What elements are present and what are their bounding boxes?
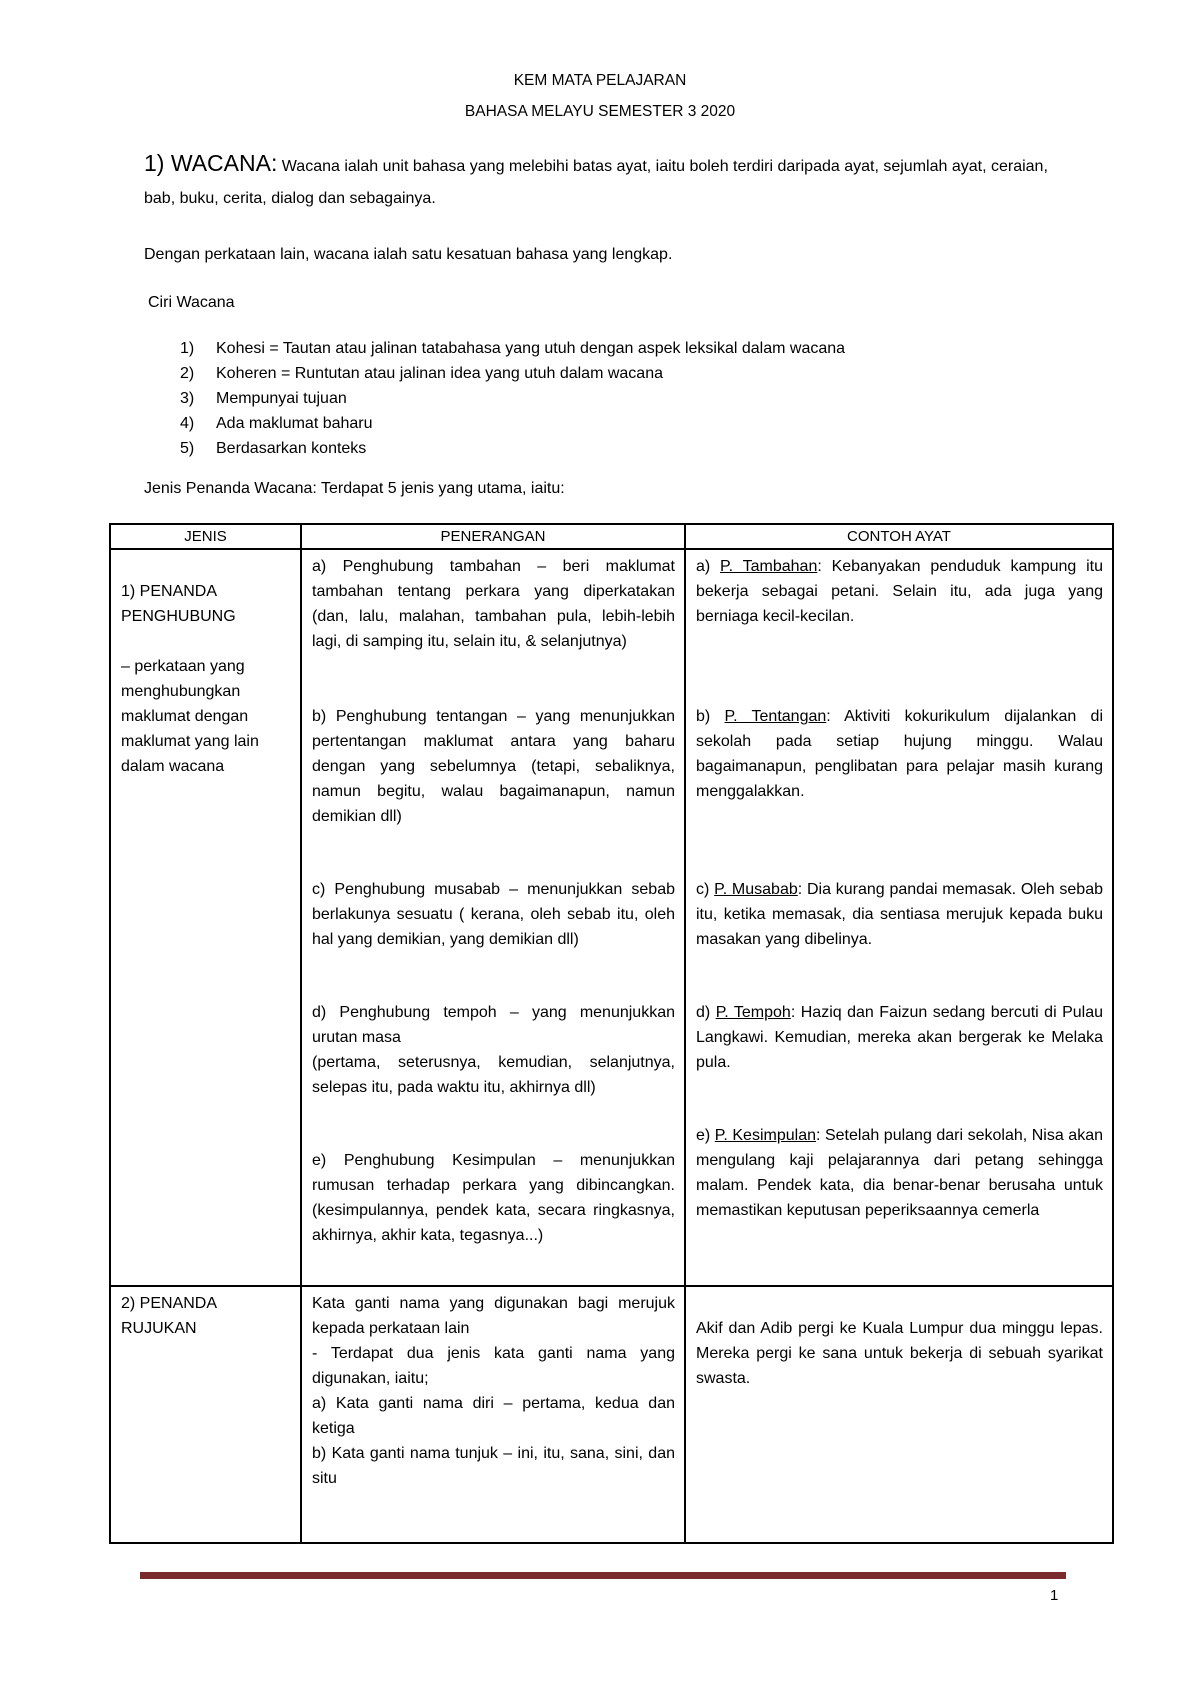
table-row (110, 1286, 1113, 1543)
list-number: 2) (180, 365, 195, 382)
heading-colon: : (270, 150, 278, 176)
jenis-description: – perkataan yang menghubungkan maklumat dengan maklumat yang lain dalam wacana (121, 658, 259, 775)
page-number: 1 (1050, 1587, 1059, 1604)
penerangan-line: a) Kata ganti nama diri – pertama, kedua dan ketiga (312, 1395, 675, 1437)
contoh-a-label: P. Tambahan (720, 558, 818, 575)
contoh-d-text: : Haziq dan Faizun sedang bercuti di Pulau Langkawi. Kemudian, mereka akan bergerak ke Melaka pula. (696, 1004, 1104, 1071)
contoh-cell (685, 549, 1113, 1286)
contoh-a-prefix: a) (696, 558, 721, 575)
list-number: 1) (180, 340, 195, 357)
penerangan-a: a) Penghubung tambahan – beri maklumat tambahan tentang perkara yang diperkatakan (dan, lalu, malahan, tambahan pula, lebih-lebih lagi, di samping itu, selain itu, & selanjutnya) (312, 558, 675, 650)
ciri-title: Ciri Wacana (148, 294, 235, 311)
column-header-contoh: CONTOH AYAT (685, 524, 1113, 549)
jenis-title: 2) PENANDA RUJUKAN (121, 1295, 217, 1337)
intro-paragraph (144, 147, 1079, 215)
table-header-row (110, 524, 1113, 549)
contoh-cell (685, 1286, 1113, 1543)
contoh-b-text: : Aktiviti kokurikulum dijalankan di sekolah pada setiap hujung minggu. Walau bagaimanapun, penglibatan para pelajar masih kurang menggalakkan. (696, 708, 1104, 800)
contoh-a-text: : Kebanyakan penduduk kampung itu bekerja sebagai petani. Selain itu, ada juga yang berniaga kecil-kecilan. (696, 558, 1103, 625)
contoh-d (696, 1000, 1103, 1123)
contoh-d-label: P. Tempoh (715, 1004, 791, 1021)
penerangan-d-examples: (pertama, seterusnya, kemudian, selanjutnya, selepas itu, pada waktu itu, akhirnya dll) (312, 1054, 675, 1096)
jenis-cell (110, 549, 301, 1286)
contoh-c-label: P. Musabab (714, 881, 798, 898)
section-heading: 1) WACANA (144, 150, 271, 176)
list-number: 3) (180, 390, 195, 407)
list-text: Berdasarkan konteks (216, 440, 367, 457)
penerangan-line: Kata ganti nama yang digunakan bagi merujuk kepada perkataan lain (312, 1295, 675, 1337)
contoh-a (696, 554, 1103, 704)
header-title-line2: BAHASA MELAYU SEMESTER 3 2020 (464, 103, 736, 120)
footer-bar (140, 1572, 1066, 1579)
penerangan-cell (301, 1286, 685, 1543)
penanda-wacana-table (109, 523, 1114, 1544)
penerangan-d (312, 1000, 675, 1148)
header-title-line1: KEM MATA PELAJARAN (513, 72, 687, 89)
contoh-e-text: : Setelah pulang dari sekolah, Nisa akan mengulang kaji pelajarannya dari petang sehingga malam. Pendek kata, dia benar-benar berusaha untuk memastikan keputusan peperiksaannya cemerla (696, 1127, 1103, 1219)
list-text: Kohesi = Tautan atau jalinan tatabahasa yang utuh dengan aspek leksikal dalam wacana (216, 340, 846, 357)
contoh-e-label: P. Kesimpulan (714, 1127, 816, 1144)
contoh-e (696, 1123, 1103, 1223)
penerangan-cell (301, 549, 685, 1286)
jenis-cell (110, 1286, 301, 1543)
contoh-b (696, 704, 1103, 877)
penerangan-line: - Terdapat dua jenis kata ganti nama yang digunakan, iaitu; (312, 1345, 675, 1387)
contoh-b-prefix: b) (696, 708, 725, 725)
contoh-b-label: P. Tentangan (724, 708, 827, 725)
contoh-c-text: : Dia kurang pandai memasak. Oleh sebab itu, ketika memasak, dia sentiasa merujuk kepada buku masakan yang dibelinya. (696, 881, 1104, 948)
column-header-jenis: JENIS (110, 524, 301, 549)
penerangan-b: b) Penghubung tentangan – yang menunjukkan pertentangan maklumat antara yang baharu dengan yang sebelumnya (tetapi, sebaliknya, namun begitu, walau bagaimanapun, namun demikian dll) (312, 708, 675, 825)
contoh-c (696, 877, 1103, 1000)
jenis-intro: Jenis Penanda Wacana: Terdapat 5 jenis yang utama, iaitu: (144, 480, 565, 497)
penerangan-c: c) Penghubung musabab – menunjukkan sebab berlakunya sesuatu ( kerana, oleh sebab itu, oleh hal yang demikian, yang demikian dll) (312, 881, 675, 948)
list-number: 4) (180, 415, 195, 432)
list-text: Ada maklumat baharu (216, 415, 373, 432)
penerangan-e: e) Penghubung Kesimpulan – menunjukkan rumusan terhadap perkara yang dibincangkan. (kesimpulannya, pendek kata, secara ringkasnya, akhirnya, akhir kata, tegasnya...) (312, 1152, 675, 1244)
intro-text: Wacana ialah unit bahasa yang melebihi batas ayat, iaitu boleh terdiri daripada ayat, sejumlah ayat, ceraian, bab, buku, cerita, dialog dan sebagainya. (144, 158, 1048, 207)
summary-text: Dengan perkataan lain, wacana ialah satu kesatuan bahasa yang lengkap. (144, 246, 673, 263)
contoh-rujukan: Akif dan Adib pergi ke Kuala Lumpur dua minggu lepas. Mereka pergi ke sana untuk bekerja di sebuah syarikat swasta. (696, 1320, 1103, 1387)
list-number: 5) (180, 440, 195, 457)
penerangan-d-title: d) Penghubung tempoh – yang menunjukkan urutan masa (312, 1004, 675, 1046)
list-text: Koheren = Runtutan atau jalinan idea yang utuh dalam wacana (216, 365, 663, 382)
jenis-title: 1) PENANDA PENGHUBUNG (121, 583, 236, 625)
column-header-penerangan: PENERANGAN (301, 524, 685, 549)
contoh-d-prefix: d) (696, 1004, 716, 1021)
contoh-e-prefix: e) (696, 1127, 715, 1144)
table-row (110, 549, 1113, 1286)
list-text: Mempunyai tujuan (216, 390, 347, 407)
penerangan-line: b) Kata ganti nama tunjuk – ini, itu, sana, sini, dan situ (312, 1445, 675, 1487)
contoh-c-prefix: c) (696, 881, 715, 898)
